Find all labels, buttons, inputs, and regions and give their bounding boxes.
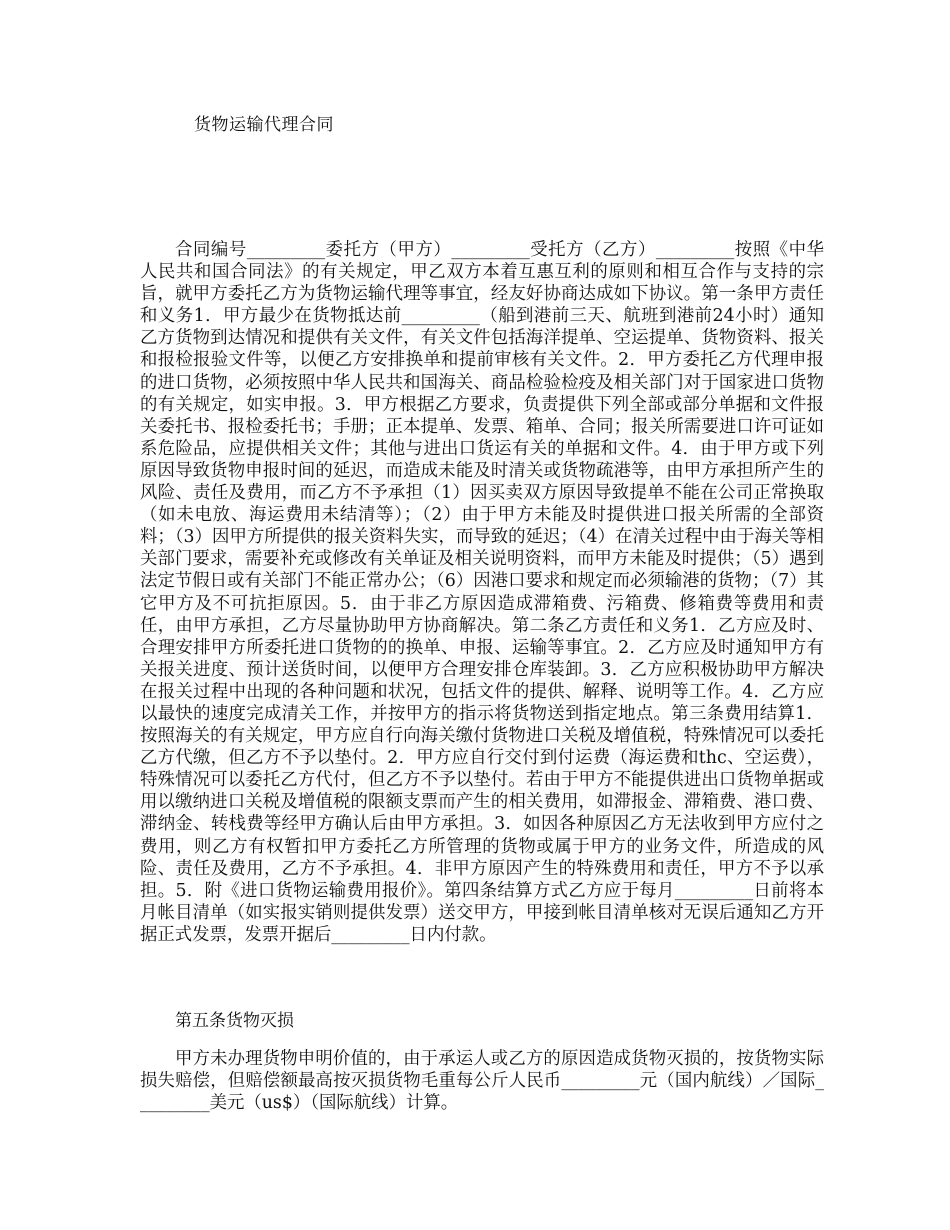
contract-body-paragraph: 合同编号_________委托方（甲方）_________受托方（乙方）_________按照《中华人民共和国合同法》的有关规定，甲乙双方本着互惠互利的原则和相互合作与支持的宗旨，就甲方委托乙方为货物运输代理等事宜，经友好协商达成如下协议。第一条甲方责任和义务1．甲方最少在货物抵达前_________（船到港前三天、航班到港前24小时）通知乙方货物到达情况和提供有关文件，有关文件包括海洋提单、空运提单、货物资料、报关和报检报验文件等，以便乙方安排换单和提前审核有关文件。2．甲方委托乙方代理申报的进口货物，必须按照中华人民共和国海关、商品检验检疫及相关部门对于国家进口货物的有关规定，如实申报。3．甲方根据乙方要求，负责提供下列全部或部分单据和文件报关委托书、报检委托书；手册；正本提单、发票、箱单、合同；报关所需要进口许可证如系危险品，应提供相关文件；其他与进出口货运有关的单据和文件。4．由于甲方或下列原因导致货物申报时间的延迟，而造成未能及时清关或货物疏港等，由甲方承担所产生的风险、责任及费用，而乙方不予承担（1）因买卖双方原因导致提单不能在公司正常换取（如未电放、海运费用未结清等）；（2）由于甲方未能及时提供进口报关所需的全部资料；（3）因甲方所提供的报关资料失实，而导致的延迟；（4）在清关过程中由于海关等相关部门要求，需要补充或修改有关单证及相关说明资料，而甲方未能及时提供；（5）遇到法定节假日或有关部门不能正常办公；（6）因港口要求和规定而必须输港的货物；（7）其它甲方及不可抗拒原因。5．由于非乙方原因造成滞箱费、污箱费、修箱费等费用和责任，由甲方承担，乙方尽量协助甲方协商解决。第二条乙方责任和义务1．乙方应及时、合理安排甲方所委托进口货物的的换单、申报、运输等事宜。2．乙方应及时通知甲方有关报关进度、预计送货时间，以便甲方合理安排仓库装卸。3．乙方应积极协助甲方解决在报关过程中出现的各种问题和状况，包括文件的提供、解释、说明等工作。4．乙方应以最快的速度完成清关工作，并按甲方的指示将货物送到指定地点。第三条费用结算1．按照海关的有关规定，甲方应自行向海关缴付货物进口关税及增值税，特殊情况可以委托乙方代缴，但乙方不予以垫付。2．甲方应自行交付到付运费（海运费和thc、空运费），特殊情况可以委托乙方代付，但乙方不予以垫付。若由于甲方不能提供进出口货物单据或用以缴纳进口关税及增值税的限额支票而产生的相关费用，如滞报金、滞箱费、港口费、滞纳金、转栈费等经甲方确认后由甲方承担。3．如因各种原因乙方无法收到甲方应付之费用，则乙方有权暂扣甲方委托乙方所管理的货物或属于甲方的业务文件，所造成的风险、责任及费用，乙方不予承担。4．非甲方原因产生的特殊费用和责任，甲方不予以承担。5．附《进口货物运输费用报价》。第四条结算方式乙方应于每月_________日前将本月帐目清单（如实报实销则提供发票）送交甲方，甲接到帐目清单核对无误后通知乙方开据正式发票，发票开据后_________日内付款。 — [140, 240, 824, 945]
document-title: 货物运输代理合同 — [194, 115, 334, 135]
section-5-paragraph: 甲方未办理货物申明价值的，由于承运人或乙方的原因造成货物灭损的，按货物实际损失赔偿，但赔偿额最高按灭损货物毛重每公斤人民币_________元（国内航线）／国际_________美元（us$）（国际航线）计算。 — [140, 1049, 824, 1114]
section-5-heading: 第五条货物灭损 — [175, 1011, 294, 1031]
